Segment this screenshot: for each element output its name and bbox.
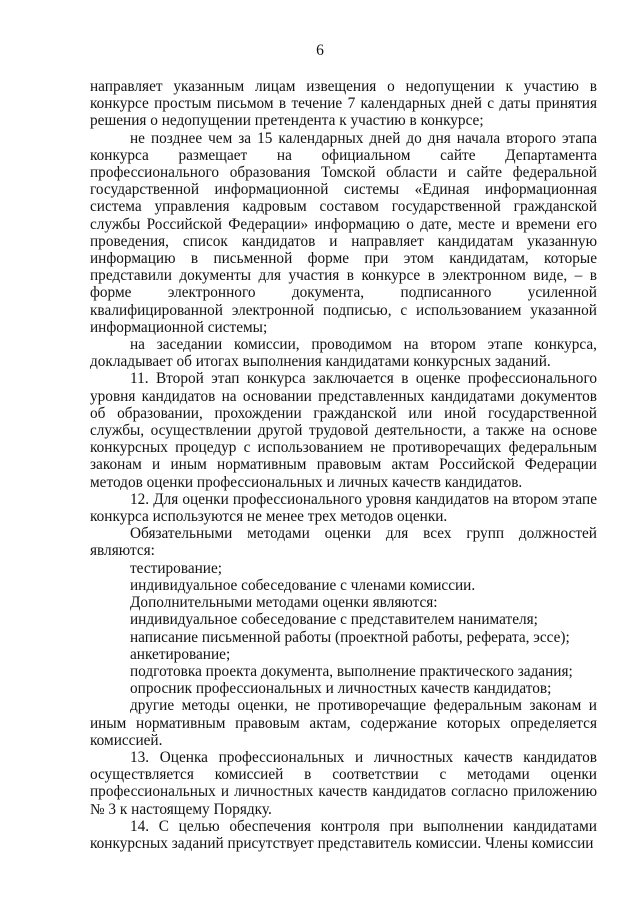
list-item: индивидуальное собеседование с членами комиссии. [130, 576, 476, 594]
list-item: индивидуальное собеседование с представителем нанимателя; [130, 611, 538, 629]
paragraph: не позднее чем за 15 календарных дней до дня начала второго этапа конкурса размещает на официальном сайте Департамента профессионального образования Томской области и сайте федеральной государственной информационной системы «Единая информационная система управления кадровым составом государственной гражданской службы Российской Федерации» информацию о дате, месте и времени его проведения, список кандидатов и направляет кандидатам указанную информацию в письменной форме при этом кандидатам, которые представили документы для участия в конкурсе в электронном виде, – в форме электронного документа, подписанного усиленной квалифицированной электронной подписью, с использованием указанной информационной системы; [90, 129, 597, 336]
paragraph: на заседании комиссии, проводимом на втором этапе конкурса, докладывает об итогах выполнения кандидатами конкурсных заданий. [90, 336, 597, 371]
list-item: написание письменной работы (проектной работы, реферата, эссе); [130, 628, 570, 646]
paragraph-section-13: 13. Оценка профессиональных и личностных качеств кандидатов осуществляется комиссией в соответствии с методами оценки профессиональных и личностных качеств кандидатов согласно приложению № 3 к настоящему Порядку. [90, 748, 597, 818]
list-item: анкетирование; [130, 645, 231, 663]
paragraph-section-11: 11. Второй этап конкурса заключается в оценке профессионального уровня кандидатов на основании представленных кандидатами документов об образовании, прохождении гражданской или иной государственной службы, осуществлении другой трудовой деятельности, а также на основе конкурсных процедур с использованием не противоречащих федеральным законам и иным нормативным правовым актам Российской Федерации методов оценки профессиональных и личных качеств кандидатов. [90, 370, 597, 491]
list-item: опросник профессиональных и личностных качеств кандидатов; [130, 680, 552, 698]
list-heading: Обязательными методами оценки для всех групп должностей являются: [90, 525, 597, 560]
list-item: тестирование; [130, 559, 223, 577]
list-item: другие методы оценки, не противоречащие федеральным законам и иным нормативным правовым актам, содержание которых определяется комиссией. [90, 697, 597, 749]
paragraph-section-12: 12. Для оценки профессионального уровня кандидатов на втором этапе конкурса используются не менее трех методов оценки. [90, 490, 597, 526]
list-item: подготовка проекта документа, выполнение практического задания; [130, 662, 573, 680]
document-body [90, 78, 597, 852]
list-heading: Дополнительными методами оценки являются: [130, 594, 438, 612]
paragraph: направляет указанным лицам извещения о недопущении к участию в конкурсе простым письмом в течение 7 календарных дней с даты принятия решения о недопущении претендента к участию в конкурсе; [90, 78, 597, 130]
page-number: 6 [316, 42, 324, 59]
paragraph-section-14: 14. С целью обеспечения контроля при выполнении кандидатами конкурсных заданий присутствует представитель комиссии. Члены комиссии [90, 817, 597, 852]
